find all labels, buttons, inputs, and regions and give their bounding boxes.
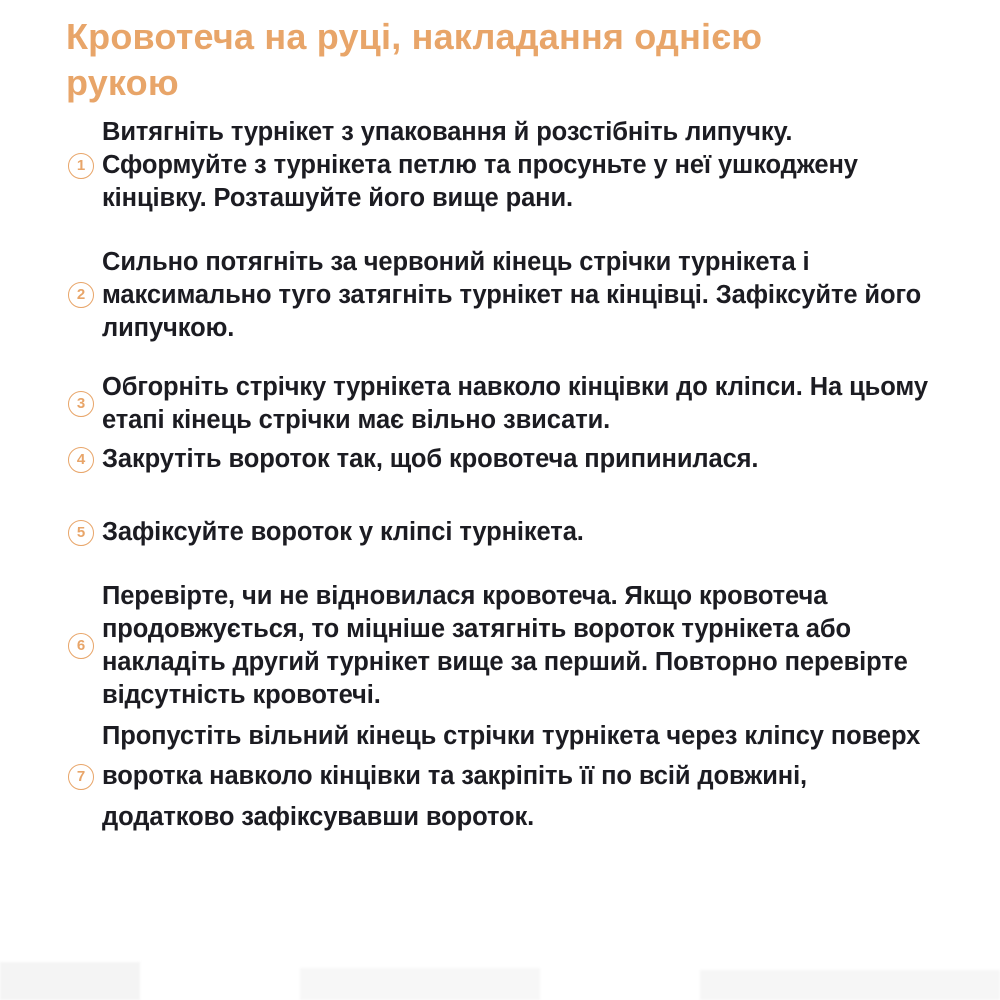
step-number-marker <box>66 764 96 790</box>
blurred-region <box>0 962 140 1000</box>
step-number-marker <box>66 633 96 659</box>
steps-list <box>66 116 940 837</box>
step-number-marker <box>66 153 96 179</box>
step-number-marker <box>66 391 96 417</box>
step-number-marker <box>66 520 96 546</box>
list-item <box>66 580 940 713</box>
step-number-marker <box>66 447 96 473</box>
step-number: 7 <box>68 764 94 790</box>
step-text: Перевірте, чи не відновилася кровотеча. Якщо кровотеча продовжується, то міцніше затягніть вороток турнікета або накладіть другий турнікет вище за перший. Повторно перевірте відсутність кровотечі. <box>102 581 908 709</box>
step-text: Витягніть турнікет з упаковання й розстібніть липучку. Сформуйте з турнікета петлю та просуньте у неї ушкоджену кінцівку. Розташуйте його вище рани. <box>102 118 858 213</box>
step-number: 4 <box>68 447 94 473</box>
step-number: 6 <box>68 633 94 659</box>
list-item <box>66 516 940 549</box>
step-text: Зафіксуйте вороток у кліпсі турнікета. <box>102 518 584 547</box>
blurred-region <box>300 968 540 1000</box>
step-number: 5 <box>68 520 94 546</box>
step-text: Пропустіть вільний кінець стрічки турнікета через кліпсу поверх воротка навколо кінцівки та закріпіть її по всій довжині, додатково зафіксувавши вороток. <box>102 722 921 831</box>
list-item <box>66 443 940 476</box>
blurred-region <box>700 970 1000 1000</box>
list-item <box>66 371 940 437</box>
step-number: 3 <box>68 391 94 417</box>
step-text: Закрутіть вороток так, щоб кровотеча припинилася. <box>102 445 759 474</box>
step-number-marker <box>66 282 96 308</box>
list-item <box>66 116 940 215</box>
step-text: Сильно потягніть за червоний кінець стрічки турнікета і максимально туго затягніть турнікет на кінцівці. Зафіксуйте його липучкою. <box>102 247 922 342</box>
step-number: 1 <box>68 153 94 179</box>
page-title: Кровотеча на руці, накладання однією рукою <box>66 16 763 104</box>
list-item <box>66 246 940 345</box>
step-number: 2 <box>68 282 94 308</box>
step-text: Обгорніть стрічку турнікета навколо кінцівки до кліпси. На цьому етапі кінець стрічки має вільно звисати. <box>102 373 928 435</box>
list-item <box>66 716 940 837</box>
